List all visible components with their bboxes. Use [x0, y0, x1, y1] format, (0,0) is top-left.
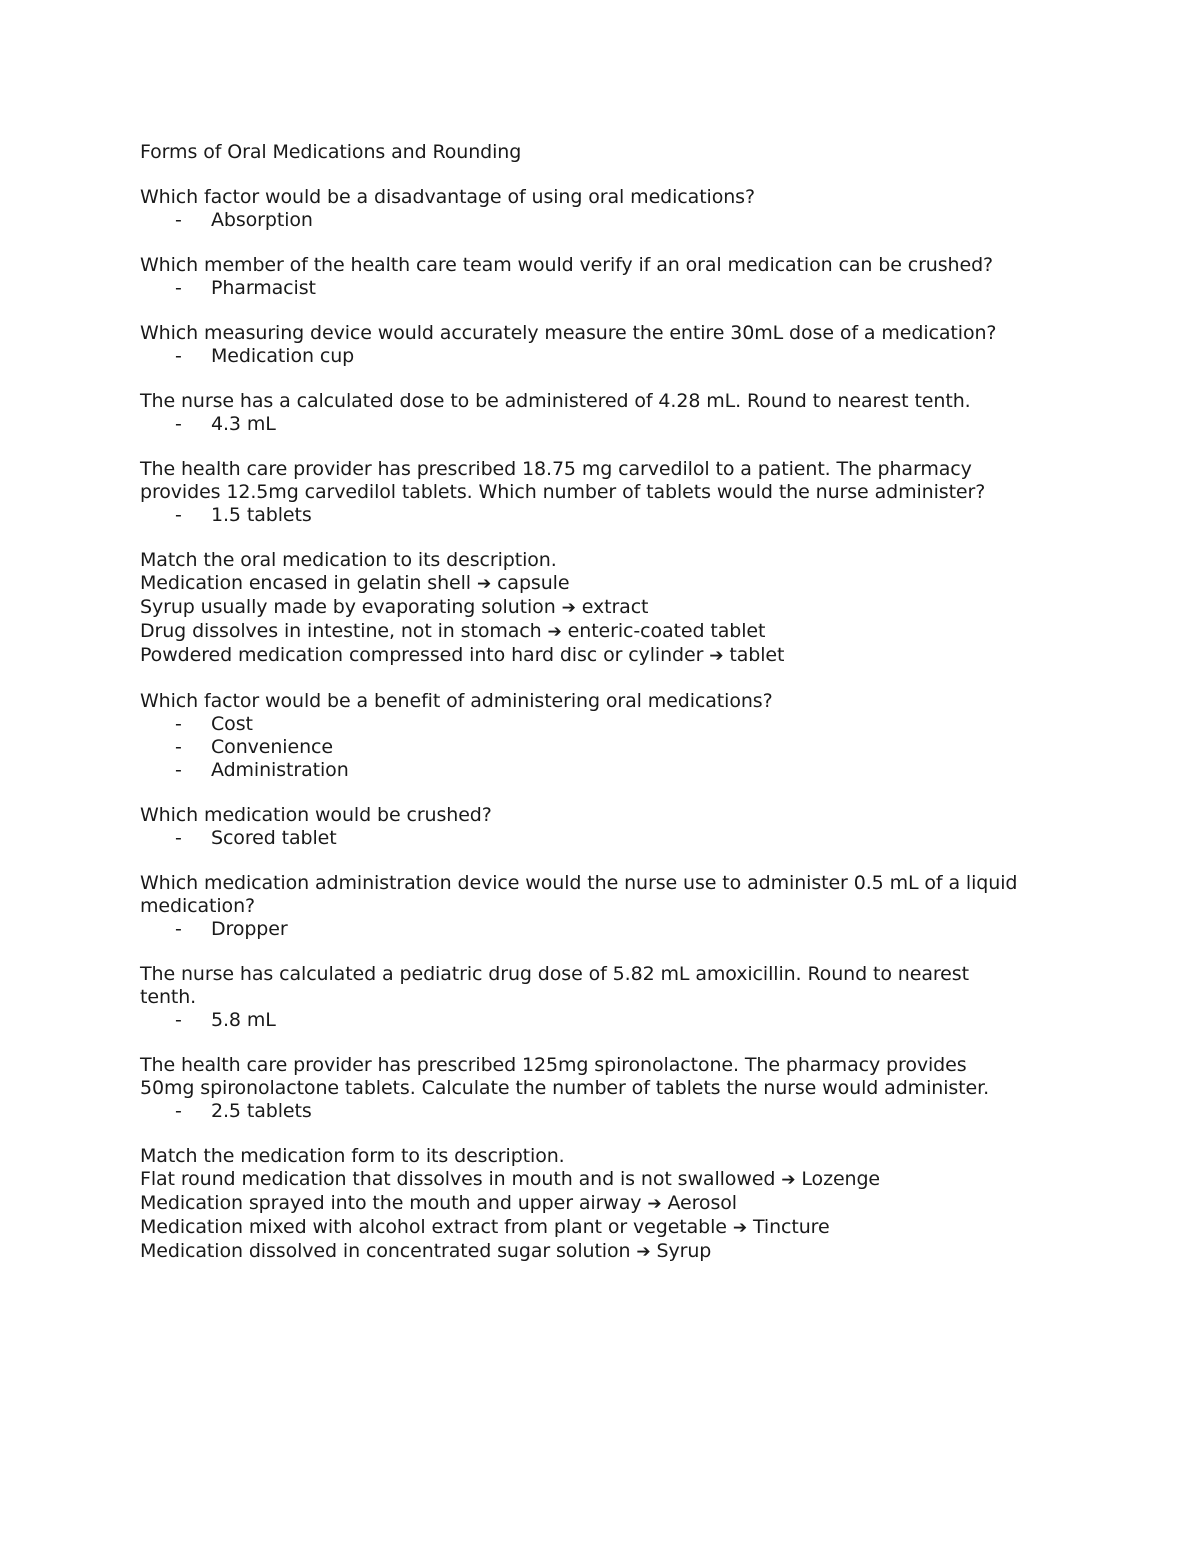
match-description: Medication encased in gelatin shell: [140, 572, 471, 594]
match-pair: [140, 596, 1070, 620]
answer-item: [140, 504, 1070, 527]
answer-text: Cost: [211, 713, 253, 735]
question-text: Which factor would be a benefit of administering oral medications?: [140, 690, 773, 712]
bullet-dash: -: [175, 736, 182, 758]
question-text-line: The health care provider has prescribed 18.75 mg carvedilol to a patient. The pharmacy: [140, 458, 972, 480]
arrow-right-icon: ➔: [476, 574, 492, 594]
question-block-4: [140, 390, 1070, 436]
question-block-1: [140, 186, 1070, 232]
question-block-10: [140, 1054, 1070, 1123]
match-term: Tincture: [752, 1216, 830, 1238]
arrow-right-icon: ➔: [636, 1242, 651, 1262]
question-text: The nurse has a calculated dose to be administered of 4.28 mL. Round to nearest tenth.: [140, 390, 971, 412]
match-term: tablet: [729, 644, 785, 666]
match-description: Medication mixed with alcohol extract from plant or vegetable: [140, 1216, 727, 1238]
match-description: Syrup usually made by evaporating solution: [140, 596, 556, 618]
match-term: enteric-coated tablet: [567, 620, 766, 642]
match-term: Lozenge: [801, 1168, 881, 1190]
match-pair: [140, 1168, 1070, 1192]
match-pair: [140, 1240, 1070, 1264]
bullet-dash: -: [175, 759, 182, 781]
match-pair: [140, 1192, 1070, 1216]
match-pair: [140, 620, 1070, 644]
answer-item: [140, 1100, 1070, 1123]
answer-item: [140, 277, 1070, 300]
question-text-line: The nurse has calculated a pediatric drug dose of 5.82 mL amoxicillin. Round to nearest: [140, 963, 969, 985]
bullet-dash: -: [175, 827, 182, 849]
match-pair: [140, 1216, 1070, 1240]
matching-prompt: Match the oral medication to its description.: [140, 549, 557, 571]
question-text-line: 50mg spironolactone tablets. Calculate the number of tablets the nurse would administer.: [140, 1077, 990, 1099]
bullet-dash: -: [175, 413, 182, 435]
question-text-line: tenth.: [140, 986, 197, 1008]
match-description: Flat round medication that dissolves in mouth and is not swallowed: [140, 1168, 776, 1190]
question-text: Which medication would be crushed?: [140, 804, 492, 826]
answer-item: [140, 736, 1070, 759]
question-block-3: [140, 322, 1070, 368]
question-block-7: [140, 804, 1070, 850]
answer-text: Scored tablet: [211, 827, 337, 849]
arrow-right-icon: ➔: [781, 1170, 796, 1190]
answer-text: Pharmacist: [211, 277, 316, 299]
answer-item: [140, 345, 1070, 368]
bullet-dash: -: [175, 918, 182, 940]
bullet-dash: -: [175, 209, 182, 231]
matching-prompt: Match the medication form to its description.: [140, 1145, 565, 1167]
answer-item: [140, 209, 1070, 232]
arrow-right-icon: ➔: [732, 1218, 748, 1238]
answer-item: [140, 1009, 1070, 1032]
arrow-right-icon: ➔: [647, 1194, 662, 1214]
arrow-right-icon: ➔: [561, 598, 576, 618]
answer-item: [140, 759, 1070, 782]
question-block-2: [140, 254, 1070, 300]
document-title: Forms of Oral Medications and Rounding: [140, 141, 522, 163]
question-block-5: [140, 458, 1070, 527]
match-term: extract: [581, 596, 649, 618]
match-description: Medication sprayed into the mouth and upper airway: [140, 1192, 642, 1214]
question-text: Which measuring device would accurately measure the entire 30mL dose of a medication?: [140, 322, 997, 344]
answer-text: 5.8 mL: [211, 1009, 276, 1031]
bullet-dash: -: [175, 1100, 182, 1122]
question-block-6: [140, 690, 1070, 782]
question-block-9: [140, 963, 1070, 1032]
arrow-right-icon: ➔: [709, 646, 724, 666]
answer-item: [140, 918, 1070, 941]
answer-text: 1.5 tablets: [211, 504, 312, 526]
match-pair: [140, 644, 1070, 668]
answer-text: Dropper: [211, 918, 288, 940]
bullet-dash: -: [175, 277, 182, 299]
answer-text: Administration: [211, 759, 349, 781]
match-description: Drug dissolves in intestine, not in stomach: [140, 620, 542, 642]
answer-text: 2.5 tablets: [211, 1100, 312, 1122]
bullet-dash: -: [175, 345, 182, 367]
arrow-right-icon: ➔: [547, 622, 562, 642]
bullet-dash: -: [175, 1009, 182, 1031]
answer-item: [140, 413, 1070, 436]
answer-text: Convenience: [211, 736, 333, 758]
answer-text: Absorption: [211, 209, 313, 231]
bullet-dash: -: [175, 504, 182, 526]
answer-text: 4.3 mL: [211, 413, 276, 435]
question-text: Which member of the health care team would verify if an oral medication can be crushed?: [140, 254, 994, 276]
match-description: Powdered medication compressed into hard disc or cylinder: [140, 644, 704, 666]
match-term: capsule: [497, 572, 570, 594]
question-block-8: [140, 872, 1070, 941]
answer-item: [140, 713, 1070, 736]
question-text-line: The health care provider has prescribed 125mg spironolactone. The pharmacy provides: [140, 1054, 967, 1076]
question-text-line: medication?: [140, 895, 256, 917]
match-description: Medication dissolved in concentrated sugar solution: [140, 1240, 631, 1262]
matching-block-1: [140, 549, 1070, 668]
question-text-line: Which medication administration device would the nurse use to administer 0.5 mL of a liquid: [140, 872, 1018, 894]
match-term: Aerosol: [667, 1192, 737, 1214]
answer-text: Medication cup: [211, 345, 355, 367]
match-term: Syrup: [656, 1240, 712, 1262]
answer-item: [140, 827, 1070, 850]
match-pair: [140, 572, 1070, 596]
question-text-line: provides 12.5mg carvedilol tablets. Which number of tablets would the nurse administer?: [140, 481, 986, 503]
bullet-dash: -: [175, 713, 182, 735]
matching-block-2: [140, 1145, 1070, 1264]
question-text: Which factor would be a disadvantage of using oral medications?: [140, 186, 755, 208]
document-page: [140, 141, 1070, 1286]
